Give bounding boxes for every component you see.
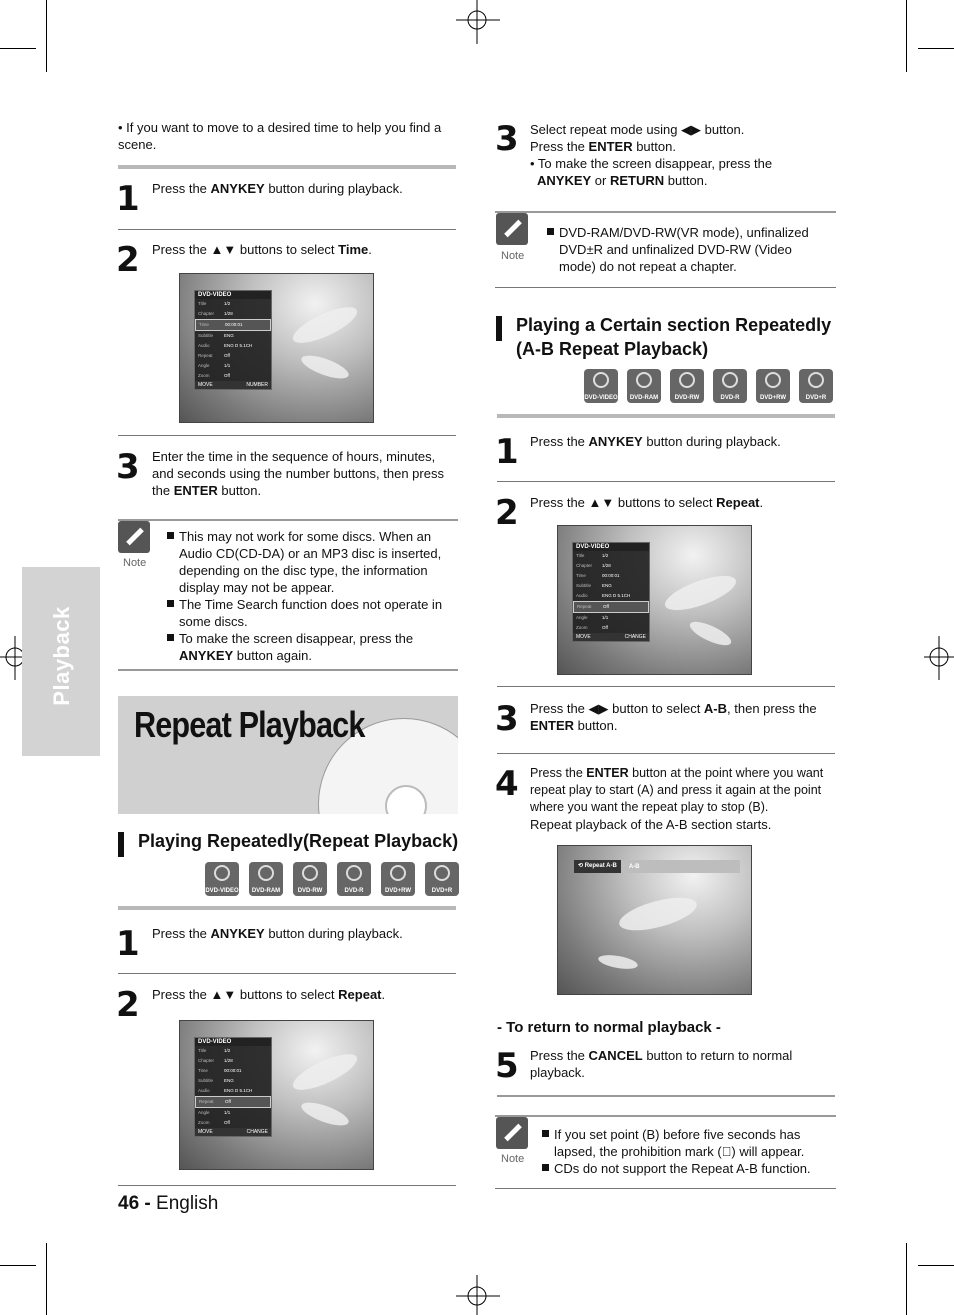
dvd-rw-icon: DVD-RW [293, 862, 327, 896]
tv-screenshot-ab-active [557, 845, 752, 995]
osd-value: 1/28 [224, 311, 233, 316]
step-text: Press the CANCEL button to return to normal playback. [530, 1048, 793, 1080]
dvd-ram-icon: DVD-RAM [627, 369, 661, 403]
osd-value: 1/1 [224, 1110, 231, 1115]
crop-mark [918, 1265, 954, 1266]
divider [118, 1185, 456, 1186]
divider [118, 669, 458, 671]
tv-screenshot-ab-select [557, 525, 752, 675]
step-text: Press the ANYKEY button during playback. [152, 181, 403, 196]
divider [118, 906, 456, 910]
osd-value: ENG D 5.1CH [224, 1088, 253, 1093]
step-text: Press the ▲▼ buttons to select Repeat. [152, 987, 386, 1002]
osd-key: Subtitle [198, 1078, 214, 1083]
osd-key: Zoom [198, 1120, 210, 1125]
page-number: 46 - [118, 1193, 151, 1214]
divider [118, 229, 456, 230]
osd-value: 1/2 [224, 1048, 231, 1053]
osd-menu [194, 1037, 272, 1137]
osd-key: Title [576, 553, 585, 558]
step-number: 2 [116, 985, 140, 1025]
disc-compatibility-icons [205, 862, 459, 896]
osd-key: Repeat [577, 604, 592, 609]
note-item: This may not work for some discs. When an Audio CD(CD-DA) or an MP3 disc is inserted, depending on the disc type, the information display may not be appear. [167, 528, 459, 596]
dvd-plus-r-icon: DVD+R [425, 862, 459, 896]
osd-value: 1/1 [224, 363, 231, 368]
osd-value: 1/2 [224, 301, 231, 306]
note-item: To make the screen disappear, press the ANYKEY button again. [167, 630, 459, 664]
step-number: 2 [495, 493, 519, 533]
step-number: 5 [495, 1046, 519, 1086]
note-label: Note [501, 250, 525, 262]
osd-header: DVD-VIDEO [195, 291, 271, 299]
divider [497, 1095, 835, 1097]
osd-foot-move: MOVE [198, 382, 213, 388]
osd-key: Chapter [198, 1058, 215, 1063]
heading-bar [118, 832, 124, 857]
step-number: 1 [116, 924, 140, 964]
osd-key: Repeat [199, 1099, 214, 1104]
osd-value: 00:00:01 [602, 573, 620, 578]
osd-header: DVD-VIDEO [573, 543, 649, 551]
step-text: Press the ◀▶ button to select A-B, then press the ENTER button. [530, 701, 817, 733]
divider [497, 686, 835, 687]
osd-value: 1/28 [224, 1058, 233, 1063]
note-pencil-icon [118, 521, 150, 553]
osd-key: Chapter [198, 311, 215, 316]
crop-mark [918, 48, 954, 49]
osd-key: Title [198, 301, 207, 306]
dvd-r-icon: DVD-R [713, 369, 747, 403]
registration-mark-right [924, 636, 954, 680]
tv-screenshot-repeat [179, 1020, 374, 1170]
osd-header: DVD-VIDEO [195, 1038, 271, 1046]
divider [495, 1115, 836, 1117]
osd-value: ENG [602, 583, 612, 588]
dvd-rw-icon: DVD-RW [670, 369, 704, 403]
osd-value: Off [224, 1120, 230, 1125]
subheading-return: - To return to normal playback - [497, 1019, 721, 1036]
divider [118, 519, 458, 521]
osd-key: Audio [198, 1088, 210, 1093]
registration-mark-bottom [456, 1275, 500, 1315]
dvd-plus-rw-icon: DVD+RW [381, 862, 415, 896]
seagull-image [661, 569, 740, 617]
osd-value: ENG [224, 333, 234, 338]
dvd-video-icon: DVD-VIDEO [584, 369, 618, 403]
step-number: 2 [116, 240, 140, 280]
osd-foot-change: CHANGE [624, 634, 646, 640]
osd-foot-move: MOVE [576, 634, 591, 640]
osd-value: 00:00:01 [224, 1068, 242, 1073]
tv-screenshot-time [179, 273, 374, 423]
ab-repeat-value: A-B [628, 863, 640, 870]
divider [497, 414, 835, 418]
osd-key: Zoom [576, 625, 588, 630]
seagull-image [289, 300, 362, 350]
intro-text: • If you want to move to a desired time to help you find a scene. [118, 120, 442, 152]
osd-key: Time [199, 322, 209, 327]
osd-key: Title [198, 1048, 207, 1053]
page-title: Repeat Playback [134, 704, 365, 745]
step-text: Enter the time in the sequence of hours, minutes, and seconds using the number buttons, then press the ENTER button. [152, 449, 444, 498]
section-banner [118, 696, 458, 814]
seagull-image [299, 1098, 351, 1130]
seagull-image [616, 891, 700, 937]
osd-value: ENG D 5.1CH [602, 593, 631, 598]
crop-mark [906, 1243, 907, 1315]
ab-repeat-bar [574, 860, 740, 873]
divider [118, 165, 456, 169]
osd-value: 1/28 [602, 563, 611, 568]
osd-key: Angle [198, 363, 210, 368]
dvd-ram-icon: DVD-RAM [249, 862, 283, 896]
osd-key: Subtitle [576, 583, 592, 588]
crop-mark [906, 0, 907, 72]
note-label: Note [501, 1153, 525, 1165]
disc-compatibility-icons [584, 369, 833, 403]
osd-key: Audio [576, 593, 588, 598]
divider [495, 211, 836, 213]
sidebar-label: Playback [49, 606, 74, 706]
osd-value: ENG [224, 1078, 234, 1083]
osd-value: Off [225, 1099, 231, 1104]
osd-value: Off [602, 625, 608, 630]
step-text: Press the ▲▼ buttons to select Time. [152, 242, 372, 257]
seagull-image [597, 953, 638, 972]
osd-foot-change: CHANGE [246, 1129, 268, 1135]
osd-menu [572, 542, 650, 642]
step-text: Press the ▲▼ buttons to select Repeat. [530, 495, 764, 510]
osd-value: 1/1 [602, 615, 609, 620]
ab-repeat-label: ⟲ Repeat A-B [574, 860, 621, 873]
osd-key: Repeat [198, 353, 213, 358]
note-list [167, 528, 459, 664]
step-text: Press the ENTER button at the point where you want repeat play to start (A) and press it again at the point where you want the repeat play to stop (B). Repeat playback of the A-B section starts. [530, 766, 824, 832]
osd-value: 00:00:01 [225, 322, 243, 327]
divider [497, 481, 835, 482]
osd-key: Angle [576, 615, 588, 620]
page-language: English [156, 1193, 219, 1214]
osd-key: Subtitle [198, 333, 214, 338]
osd-key: Chapter [576, 563, 593, 568]
crop-mark [0, 1265, 36, 1266]
step-number: 3 [495, 119, 519, 159]
osd-value: 1/2 [602, 553, 609, 558]
divider [495, 1188, 836, 1189]
divider [118, 435, 456, 436]
note-label: Note [123, 557, 147, 569]
note-pencil-icon [496, 213, 528, 245]
osd-key: Angle [198, 1110, 210, 1115]
step-number: 1 [116, 179, 140, 219]
osd-menu [194, 290, 272, 390]
dvd-r-icon: DVD-R [337, 862, 371, 896]
osd-foot-move: MOVE [198, 1129, 213, 1135]
note-item: DVD-RAM/DVD-RW(VR mode), unfinalized DVD±R and unfinalized DVD-RW (Video mode) do not repeat a chapter. [547, 224, 832, 275]
dvd-video-icon: DVD-VIDEO [205, 862, 239, 896]
step-number: 1 [495, 432, 519, 472]
dvd-plus-r-icon: DVD+R [799, 369, 833, 403]
osd-value: Off [603, 604, 609, 609]
divider [495, 287, 836, 288]
sidebar-tab [22, 567, 100, 756]
step-text: Select repeat mode using ◀▶ button. Press the ENTER button. • To make the screen disappear, press the ANYKEY or RETURN button. [530, 122, 773, 188]
osd-value: Off [224, 353, 230, 358]
section-heading: Playing a Certain section Repeatedly (A-B Repeat Playback) [516, 315, 832, 359]
divider [118, 973, 456, 974]
step-text: Press the ANYKEY button during playback. [530, 434, 781, 449]
seagull-image [289, 1047, 362, 1097]
page-footer [118, 1193, 218, 1215]
osd-value: Off [224, 373, 230, 378]
osd-key: Zoom [198, 373, 210, 378]
note-pencil-icon [496, 1117, 528, 1149]
divider [497, 753, 835, 754]
note-item: CDs do not support the Repeat A-B function. [542, 1160, 834, 1177]
step-number: 3 [495, 699, 519, 739]
osd-key: Audio [198, 343, 210, 348]
note-item: If you set point (B) before five seconds has lapsed, the prohibition mark (⃠) will appear. [542, 1126, 834, 1160]
crop-mark [0, 48, 36, 49]
osd-foot-number: NUMBER [246, 382, 268, 388]
dvd-plus-rw-icon: DVD+RW [756, 369, 790, 403]
step-text: Press the ANYKEY button during playback. [152, 926, 403, 941]
step-number: 3 [116, 447, 140, 487]
osd-key: Time [198, 1068, 208, 1073]
seagull-image [299, 351, 351, 383]
osd-key: Time [576, 573, 586, 578]
step-number: 4 [495, 764, 519, 804]
crop-mark [46, 1243, 47, 1315]
osd-value: ENG D 5.1CH [224, 343, 253, 348]
registration-mark-top [456, 0, 500, 44]
note-list [542, 1126, 834, 1177]
section-heading: Playing Repeatedly(Repeat Playback) [138, 831, 459, 851]
crop-mark [46, 0, 47, 72]
seagull-image [687, 617, 734, 650]
heading-bar [496, 316, 502, 341]
note-item: The Time Search function does not operate in some discs. [167, 596, 459, 630]
